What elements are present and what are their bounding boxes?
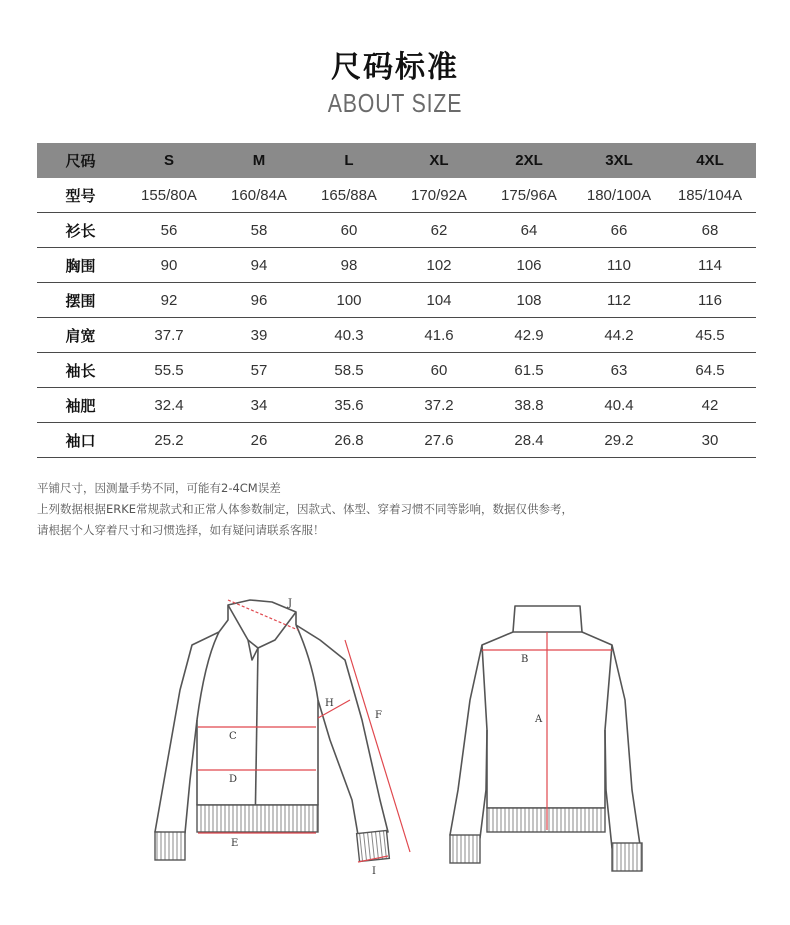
column-header: 尺码: [37, 143, 124, 178]
row-label: 袖肥: [37, 388, 124, 423]
label-b: B: [521, 654, 529, 665]
row-label: 肩宽: [37, 318, 124, 353]
table-cell: 39: [214, 318, 304, 353]
label-j: J: [288, 598, 293, 609]
table-cell: 96: [214, 283, 304, 318]
table-cell: 35.6: [304, 388, 394, 423]
row-label: 袖长: [37, 353, 124, 388]
table-cell: 56: [124, 213, 214, 248]
table-row: [37, 178, 756, 213]
column-header: XL: [394, 143, 484, 178]
table-cell: 104: [394, 283, 484, 318]
table-cell: 61.5: [484, 353, 574, 388]
table-cell: 32.4: [124, 388, 214, 423]
table-cell: 60: [304, 213, 394, 248]
table-cell: 94: [214, 248, 304, 283]
table-cell: 63: [574, 353, 664, 388]
table-cell: 114: [664, 248, 756, 283]
column-header: 2XL: [484, 143, 574, 178]
table-cell: 26: [214, 423, 304, 458]
table-cell: 55.5: [124, 353, 214, 388]
label-i: I: [372, 866, 376, 877]
back-hem-rib: [487, 808, 605, 832]
measurement-diagram: [0, 580, 790, 880]
table-cell: 90: [124, 248, 214, 283]
label-h: H: [325, 698, 334, 709]
table-cell: 29.2: [574, 423, 664, 458]
table-cell: 66: [574, 213, 664, 248]
table-cell: 62: [394, 213, 484, 248]
table-cell: 175/96A: [484, 178, 574, 213]
table-row: [37, 353, 756, 388]
label-f: F: [375, 710, 382, 721]
table-cell: 38.8: [484, 388, 574, 423]
table-cell: 98: [304, 248, 394, 283]
column-header: 4XL: [664, 143, 756, 178]
table-cell: 68: [664, 213, 756, 248]
label-d: D: [229, 774, 238, 785]
table-cell: 37.2: [394, 388, 484, 423]
note-line: 请根据个人穿着尺寸和习惯选择，如有疑问请联系客服！: [37, 523, 325, 537]
front-jacket-illustration: [155, 600, 388, 835]
back-right-cuff-rib: [612, 843, 642, 871]
note-line: 平铺尺寸，因测量手势不同，可能有2-4CM误差: [37, 481, 281, 495]
column-header: S: [124, 143, 214, 178]
table-cell: 42.9: [484, 318, 574, 353]
label-a: A: [535, 714, 543, 725]
table-cell: 45.5: [664, 318, 756, 353]
table-cell: 116: [664, 283, 756, 318]
table-header-row: [37, 143, 756, 178]
table-cell: 40.4: [574, 388, 664, 423]
row-label: 型号: [37, 178, 124, 213]
page-title: 尺码标准: [331, 50, 459, 85]
table-cell: 60: [394, 353, 484, 388]
back-left-cuff-rib: [450, 835, 480, 863]
row-label: 胸围: [37, 248, 124, 283]
table-cell: 185/104A: [664, 178, 756, 213]
back-measure-lines: [482, 632, 612, 830]
table-cell: 42: [664, 388, 756, 423]
table-cell: 106: [484, 248, 574, 283]
table-cell: 40.3: [304, 318, 394, 353]
table-cell: 64: [484, 213, 574, 248]
column-header: M: [214, 143, 304, 178]
table-row: [37, 388, 756, 423]
table-cell: 180/100A: [574, 178, 664, 213]
left-cuff-rib: [155, 832, 185, 860]
front-hem-rib: [197, 805, 318, 832]
row-label: 袖口: [37, 423, 124, 458]
row-label: 摆围: [37, 283, 124, 318]
table-cell: 44.2: [574, 318, 664, 353]
table-cell: 25.2: [124, 423, 214, 458]
column-header: 3XL: [574, 143, 664, 178]
table-cell: 30: [664, 423, 756, 458]
table-cell: 100: [304, 283, 394, 318]
table-cell: 64.5: [664, 353, 756, 388]
size-notes: [37, 478, 573, 541]
table-cell: 102: [394, 248, 484, 283]
table-cell: 57: [214, 353, 304, 388]
label-e: E: [231, 838, 239, 849]
table-cell: 26.8: [304, 423, 394, 458]
table-cell: 160/84A: [214, 178, 304, 213]
table-cell: 165/88A: [304, 178, 394, 213]
table-cell: 108: [484, 283, 574, 318]
table-cell: 34: [214, 388, 304, 423]
table-cell: 37.7: [124, 318, 214, 353]
size-table: [37, 143, 756, 458]
table-cell: 170/92A: [394, 178, 484, 213]
table-row: [37, 318, 756, 353]
page-subtitle: ABOUT SIZE: [327, 88, 463, 118]
table-cell: 28.4: [484, 423, 574, 458]
table-cell: 155/80A: [124, 178, 214, 213]
table-cell: 41.6: [394, 318, 484, 353]
table-row: [37, 248, 756, 283]
table-cell: 112: [574, 283, 664, 318]
label-c: C: [229, 731, 237, 742]
table-row: [37, 283, 756, 318]
row-label: 衫长: [37, 213, 124, 248]
column-header: L: [304, 143, 394, 178]
table-cell: 110: [574, 248, 664, 283]
table-cell: 58.5: [304, 353, 394, 388]
note-line: 上列数据根据ERKE常规款式和正常人体参数制定，因款式、体型、穿着习惯不同等影响，数据仅供参考，: [37, 502, 574, 516]
table-cell: 58: [214, 213, 304, 248]
table-row: [37, 423, 756, 458]
table-cell: 92: [124, 283, 214, 318]
table-row: [37, 213, 756, 248]
table-cell: 27.6: [394, 423, 484, 458]
